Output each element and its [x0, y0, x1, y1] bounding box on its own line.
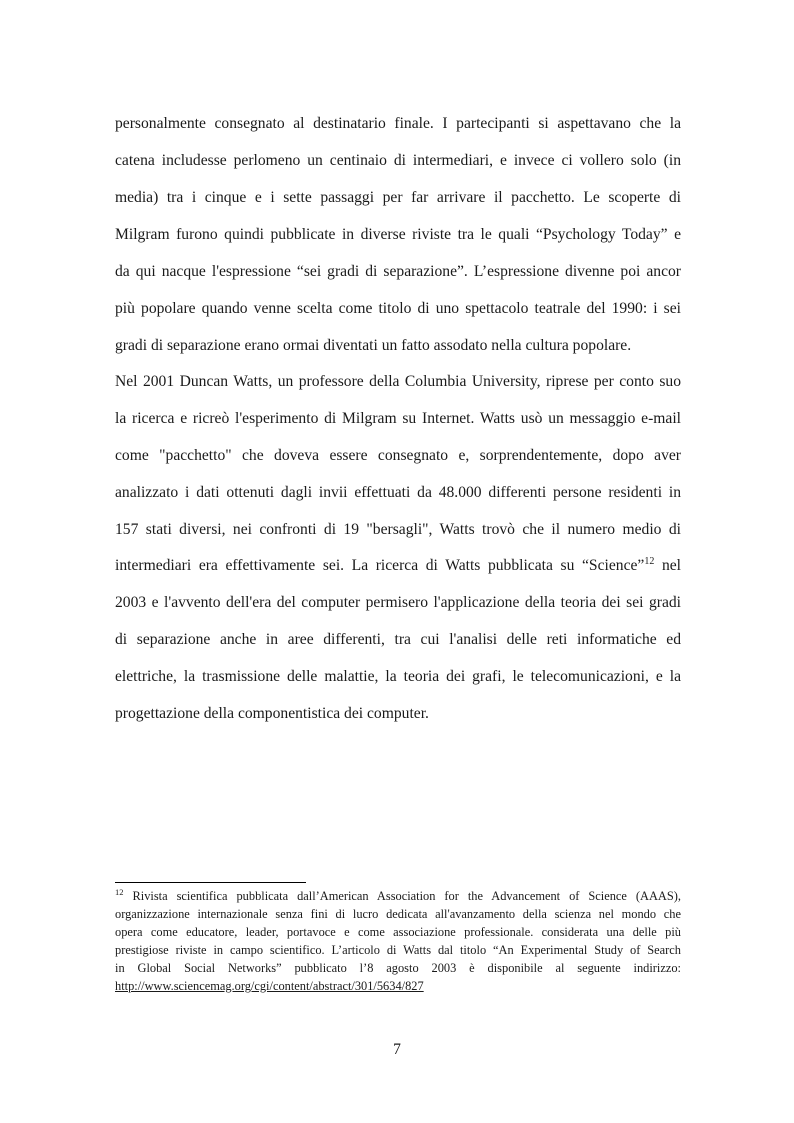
body-line: più popolare quando venne scelta come titolo di uno spettacolo teatrale del 1990: i sei	[115, 300, 681, 317]
body-line-with-footnote-ref	[115, 556, 681, 576]
body-line: elettriche, la trasmissione delle malattie, la teoria dei grafi, le telecomunicazioni, e la	[115, 668, 681, 685]
body-line: 2003 e l'avvento dell'era del computer permisero l'applicazione della teoria dei sei gradi	[115, 594, 681, 611]
body-line: progettazione della componentistica dei computer.	[115, 705, 429, 722]
page-number: 7	[393, 1041, 401, 1058]
body-line: media) tra i cinque e i sette passaggi per far arrivare il pacchetto. Le scoperte di	[115, 189, 681, 206]
footnote-number: 12	[115, 887, 124, 897]
footnote-line	[115, 888, 681, 905]
footnote-link[interactable]: http://www.sciencemag.org/cgi/content/abstract/301/5634/827	[115, 979, 424, 993]
body-line: gradi di separazione erano ormai diventati un fatto assodato nella cultura popolare.	[115, 337, 632, 354]
body-line: personalmente consegnato al destinatario finale. I partecipanti si aspettavano che la	[115, 115, 681, 132]
footnote-link-line	[115, 978, 681, 995]
footnote-line: in Global Social Networks” pubblicato l’8 agosto 2003 è disponibile al seguente indirizzo:	[115, 961, 681, 975]
body-line: da qui nacque l'espressione “sei gradi di separazione”. L’espressione divenne poi ancor	[115, 263, 681, 280]
footnote-line-text: Rivista scientifica pubblicata dall’American Association for the Advancement of Science (AAAS),	[123, 889, 681, 903]
body-line: catena includesse perlomeno un centinaio di intermediari, e invece ci vollero solo (in	[115, 152, 681, 169]
footnote-reference[interactable]: 12	[644, 556, 655, 567]
body-line-tail: nel	[654, 557, 682, 574]
body-line: analizzato i dati ottenuti dagli invii effettuati da 48.000 differenti persone residenti in	[115, 484, 681, 501]
footnote-line: opera come educatore, leader, portavoce e come associazione professionale. considerata una delle più	[115, 925, 681, 939]
footnote-separator	[115, 882, 306, 883]
body-line: come "pacchetto" che doveva essere consegnato e, sorprendentemente, dopo aver	[115, 447, 681, 464]
footnote-line: organizzazione internazionale senza fini di lucro dedicata all'avanzamento della scienza nel mondo che	[115, 907, 681, 921]
body-line: la ricerca e ricreò l'esperimento di Milgram su Internet. Watts usò un messaggio e-mail	[115, 410, 681, 427]
body-line: Milgram furono quindi pubblicate in diverse riviste tra le quali “Psychology Today” e	[115, 226, 681, 243]
body-line-text: intermediari era effettivamente sei. La ricerca di Watts pubblicata su “Science”	[115, 557, 645, 574]
body-line: di separazione anche in aree differenti, tra cui l'analisi delle reti informatiche ed	[115, 631, 681, 648]
body-line: Nel 2001 Duncan Watts, un professore della Columbia University, riprese per conto suo	[115, 373, 681, 390]
body-line: 157 stati diversi, nei confronti di 19 "bersagli", Watts trovò che il numero medio di	[115, 521, 681, 538]
footnote-line: prestigiose riviste in campo scientifico. L’articolo di Watts dal titolo “An Experimental Study of Search	[115, 943, 681, 957]
